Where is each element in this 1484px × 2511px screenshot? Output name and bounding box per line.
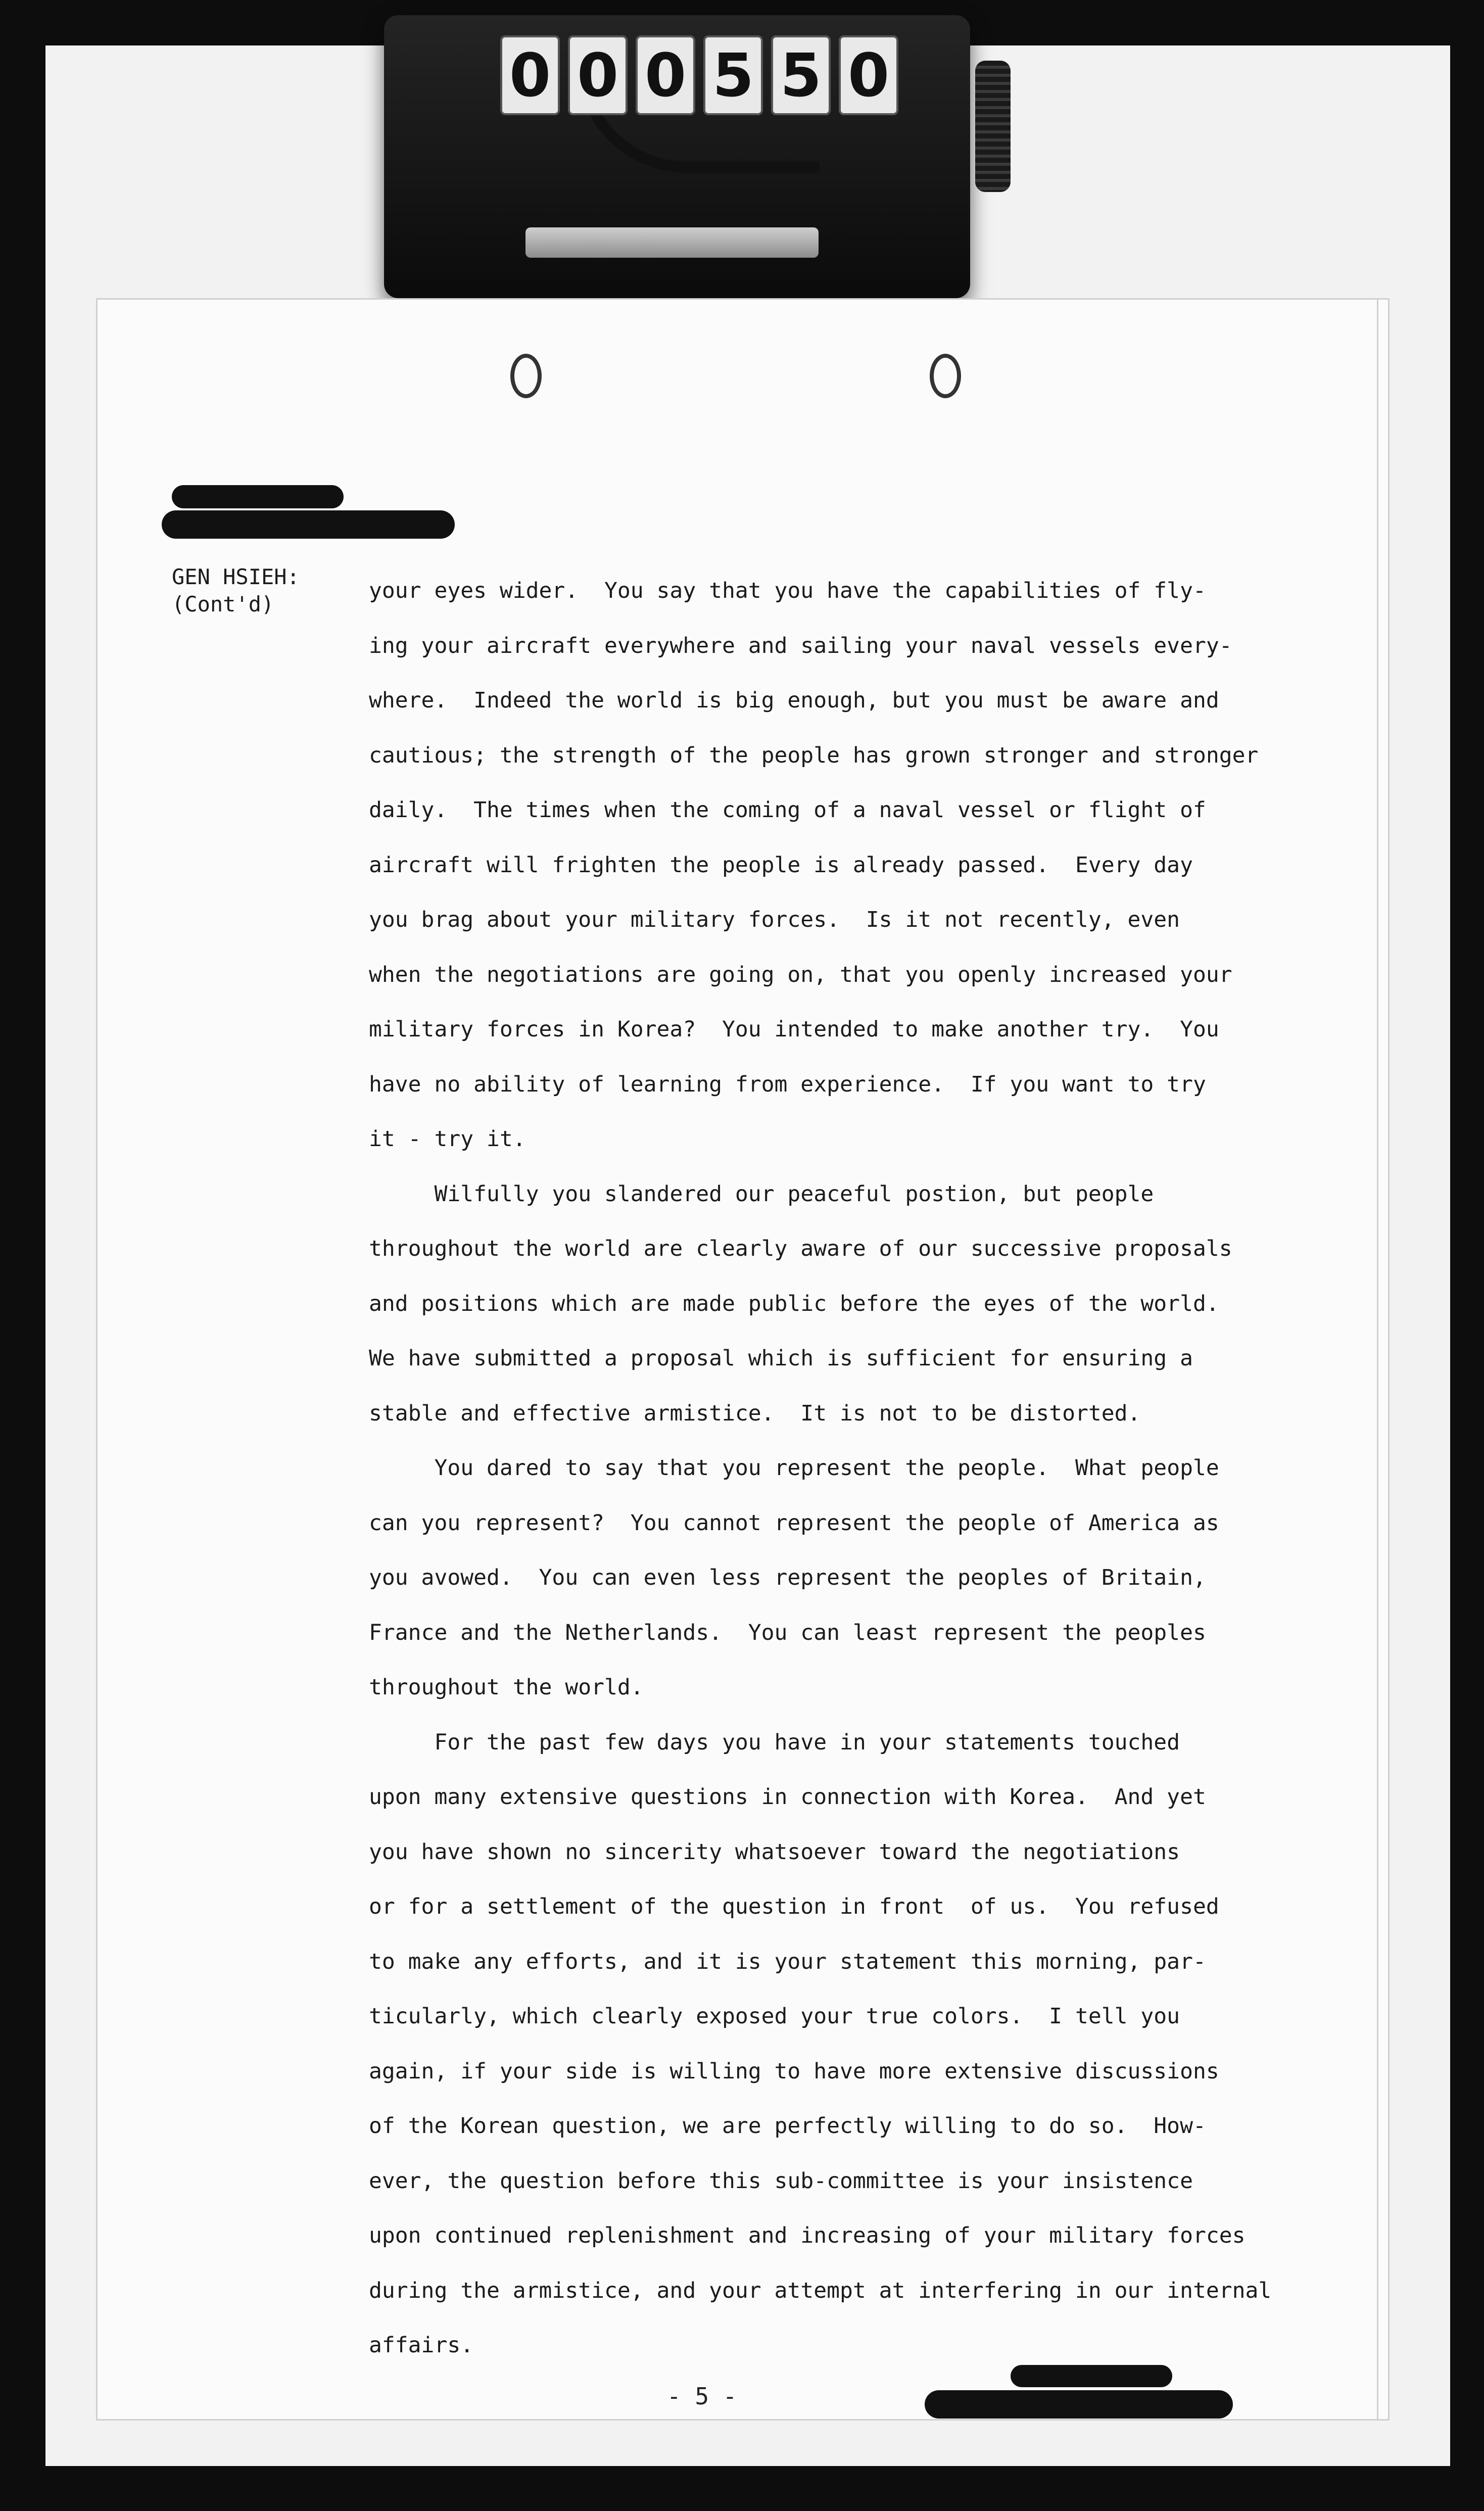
text-line: upon many extensive questions in connection with Korea. And yet	[369, 1784, 1206, 1810]
document-page	[96, 298, 1390, 2421]
text-line: and positions which are made public before the eyes of the world.	[369, 1291, 1219, 1316]
counter-plate	[525, 227, 819, 258]
counter-knob	[975, 61, 1011, 192]
text-line: daily. The times when the coming of a naval vessel or flight of	[369, 797, 1206, 823]
counter-digit: 5	[771, 35, 831, 115]
text-line: France and the Netherlands. You can least represent the peoples	[369, 1620, 1206, 1645]
text-line: ing your aircraft everywhere and sailing your naval vessels every-	[369, 633, 1232, 658]
text-line: your eyes wider. You say that you have the capabilities of fly-	[369, 578, 1206, 603]
frame-counter-device	[384, 15, 970, 298]
text-line: You dared to say that you represent the people. What people	[369, 1455, 1219, 1481]
redaction-mark	[172, 485, 344, 508]
redaction-mark	[1011, 2365, 1172, 2387]
speaker-label	[172, 563, 384, 618]
text-line: have no ability of learning from experience. If you want to try	[369, 1071, 1206, 1097]
text-line: where. Indeed the world is big enough, but you must be aware and	[369, 688, 1219, 713]
punch-hole-right	[930, 354, 961, 398]
text-line: upon continued replenishment and increasing of your military forces	[369, 2223, 1246, 2248]
text-line: stable and effective armistice. It is not to be distorted.	[369, 1400, 1141, 1426]
text-line: affairs.	[369, 2333, 474, 2358]
text-line: when the negotiations are going on, that you openly increased your	[369, 962, 1232, 987]
counter-digit: 0	[500, 35, 560, 115]
text-line: For the past few days you have in your statements touched	[369, 1729, 1180, 1755]
text-line: during the armistice, and your attempt at interfering in our internal	[369, 2278, 1272, 2303]
text-line: it - try it.	[369, 1126, 526, 1152]
text-line: military forces in Korea? You intended to make another try. You	[369, 1017, 1219, 1042]
page-number: - 5 -	[667, 2383, 737, 2410]
text-line: you have shown no sincerity whatsoever toward the negotiations	[369, 1839, 1180, 1865]
page-edge-line	[1377, 298, 1378, 2421]
redaction-mark	[925, 2390, 1233, 2419]
speaker-continued: (Cont'd)	[172, 592, 274, 617]
text-line: aircraft will frighten the people is already passed. Every day	[369, 852, 1193, 878]
punch-hole-left	[510, 354, 542, 398]
speaker-name: GEN HSIEH:	[172, 564, 300, 589]
transcript-body	[369, 563, 1324, 2373]
text-line: you avowed. You can even less represent the peoples of Britain,	[369, 1565, 1206, 1590]
text-line: you brag about your military forces. Is it not recently, even	[369, 907, 1180, 932]
text-line: throughout the world are clearly aware of our successive proposals	[369, 1236, 1232, 1261]
frame-counter-display	[500, 35, 898, 115]
text-line: throughout the world.	[369, 1675, 644, 1700]
counter-digit: 0	[636, 35, 695, 115]
counter-digit: 5	[703, 35, 763, 115]
text-line: ever, the question before this sub-committee is your insistence	[369, 2168, 1193, 2194]
text-line: Wilfully you slandered our peaceful postion, but people	[369, 1181, 1154, 1207]
counter-digit: 0	[839, 35, 898, 115]
counter-digit: 0	[568, 35, 628, 115]
text-line: or for a settlement of the question in front of us. You refused	[369, 1894, 1219, 1919]
redaction-mark	[162, 510, 455, 539]
text-line: to make any efforts, and it is your statement this morning, par-	[369, 1949, 1206, 1974]
text-line: ticularly, which clearly exposed your true colors. I tell you	[369, 2004, 1180, 2029]
text-line: cautious; the strength of the people has grown stronger and stronger	[369, 742, 1259, 768]
text-line: again, if your side is willing to have more extensive discussions	[369, 2058, 1219, 2084]
text-line: of the Korean question, we are perfectly willing to do so. How-	[369, 2113, 1206, 2139]
text-line: can you represent? You cannot represent the people of America as	[369, 1510, 1219, 1536]
text-line: We have submitted a proposal which is sufficient for ensuring a	[369, 1346, 1193, 1371]
